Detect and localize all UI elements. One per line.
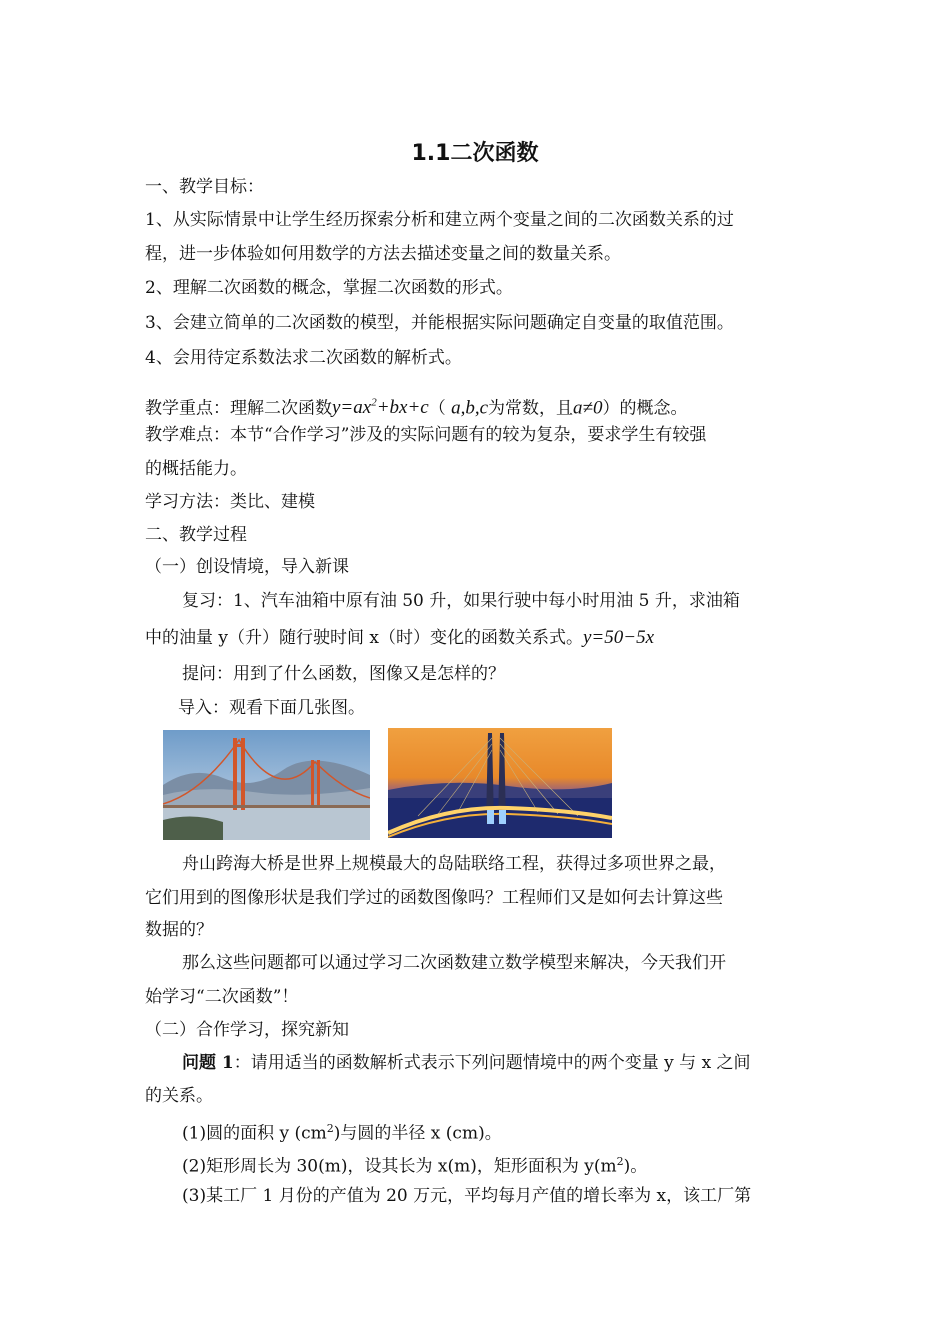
problem-item-1: (1)圆的面积 y $(cm^2)$与圆的半径 x (cm)。 — [182, 1122, 502, 1144]
objective-4: 4、会用待定系数法求二次函数的解析式。 — [145, 348, 462, 368]
para1-line1: 舟山跨海大桥是世界上规模最大的岛陆联络工程，获得过多项世界之最， — [182, 854, 726, 874]
para2-line2: 始学习“二次函数”！ — [145, 987, 299, 1007]
difficulty-line1: 教学难点：本节“合作学习”涉及的实际问题有的较为复杂，要求学生有较强 — [145, 425, 707, 445]
objectives-heading: 一、教学目标： — [145, 177, 264, 197]
review-line1: 复习：1、汽车油箱中原有油 50 升，如果行驶中每小时用油 5 升，求油箱 — [182, 591, 740, 611]
difficulty-line2: 的概括能力。 — [145, 459, 247, 479]
question: 提问：用到了什么函数，图像又是怎样的？ — [182, 664, 505, 684]
suspension-bridge-photo — [163, 730, 370, 840]
part2-heading: （二）合作学习，探究新知 — [145, 1020, 349, 1040]
part1-heading: （一）创设情境，导入新课 — [145, 557, 349, 577]
objective-1-line2: 程，进一步体验如何用数学的方法去描述变量之间的数量关系。 — [145, 244, 621, 264]
problem-item-3: (3)某工厂 1 月份的产值为 20 万元，平均每月产值的增长率为 x，该工厂第 — [182, 1186, 752, 1206]
problem-label: 问题 1 — [182, 1053, 234, 1073]
para1-line3: 数据的？ — [145, 920, 213, 940]
linear-formula: y=50−5x — [583, 627, 655, 648]
para1-line2: 它们用到的图像形状是我们学过的函数图像吗？工程师们又是如何去计算这些 — [145, 888, 723, 908]
problem-1-line2: 的关系。 — [145, 1086, 213, 1106]
quadratic-formula: $y=ax^2+bx+c$ — [332, 397, 429, 419]
problem-1-line1: 问题 1：请用适当的函数解析式表示下列问题情境中的两个变量 y 与 x 之间 — [182, 1053, 751, 1073]
key-point: 教学重点：理解二次函数$y=ax^2+bx+c$（ a,b,c为常数，且a≠0）的概念。 — [145, 397, 688, 419]
study-method: 学习方法：类比、建模 — [145, 492, 315, 512]
process-heading: 二、教学过程 — [145, 525, 247, 545]
page-title: 1.1二次函数 — [411, 141, 539, 166]
objective-3: 3、会建立简单的二次函数的模型，并能根据实际问题确定自变量的取值范围。 — [145, 313, 734, 333]
cable-stayed-bridge-photo — [388, 728, 612, 838]
problem-item-2: (2)矩形周长为 30(m)，设其长为 x(m)，矩形面积为 $y(m^2)$。 — [182, 1155, 648, 1177]
intro: 导入：观看下面几张图。 — [178, 698, 365, 718]
objective-2: 2、理解二次函数的概念，掌握二次函数的形式。 — [145, 278, 513, 298]
para2-line1: 那么这些问题都可以通过学习二次函数建立数学模型来解决，今天我们开 — [182, 953, 726, 973]
review-line2: 中的油量 y（升）随行驶时间 x（时）变化的函数关系式。y=50−5x — [145, 627, 655, 648]
objective-1-line1: 1、从实际情景中让学生经历探索分析和建立两个变量之间的二次函数关系的过 — [145, 210, 734, 230]
